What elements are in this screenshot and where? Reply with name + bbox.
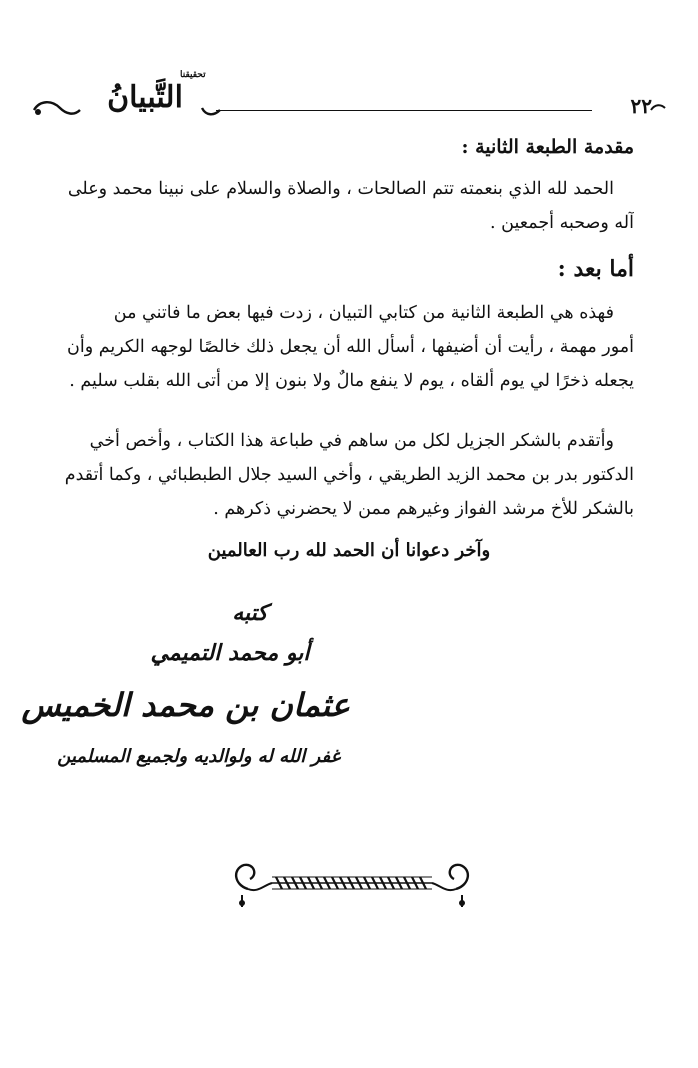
paragraph-line: الحمد لله الذي بنعمته تتم الصالحات ، والصلاة والسلام على نبينا محمد وعلى [67, 179, 614, 199]
section-heading: مقدمة الطبعة الثانية : [461, 136, 634, 158]
book-title-logo [30, 64, 226, 128]
amma-bad-heading: أما بعد : [557, 256, 634, 282]
paragraph-line: بالشكر للأخ مرشد الفواز وغيرهم ممن لا يحضرني ذكرهم . [213, 499, 634, 519]
page-number-swash-icon [650, 102, 666, 114]
title-small-text: تحقيقنا [180, 70, 206, 80]
paragraph-line: فهذه هي الطبعة الثانية من كتابي التبيان ، زدت فيها بعض ما فاتني من [113, 303, 614, 323]
header-rule [216, 110, 592, 111]
paragraph-line: آله وصحبه أجمعين . [490, 213, 634, 233]
signature-author-name: عثمان بن محمد الخميس [21, 686, 350, 724]
signature-kunya: أبو محمد التميمي [150, 640, 310, 666]
book-title: التَّبيانُ [107, 80, 183, 115]
ornament-divider-icon [228, 855, 476, 915]
paragraph-thanks [46, 424, 634, 526]
paragraph-line: الدكتور بدر بن محمد الزيد الطريقي ، وأخي السيد جلال الطبطبائي ، وكما أتقدم [64, 465, 634, 485]
paragraph-praise [46, 172, 634, 240]
closing-line: وآخر دعوانا أن الحمد لله رب العالمين [207, 540, 491, 561]
signature-katabahu: كتبه [232, 600, 268, 626]
paragraph-second-edition [46, 296, 634, 398]
paragraph-line: أمور مهمة ، رأيت أن أضيفها ، أسأل الله أن يجعل ذلك خالصًا لوجهه الكريم وأن [67, 337, 634, 357]
paragraph-line: يجعله ذخرًا لي يوم ألقاه ، يوم لا ينفع مالٌ ولا بنون إلا من أتى الله بقلب سليم . [69, 371, 634, 391]
signature-dua: غفر الله له ولوالديه ولجميع المسلمين [57, 746, 340, 767]
page-number: ٢٢ [630, 94, 652, 118]
signature-block [21, 600, 350, 790]
paragraph-line: وأتقدم بالشكر الجزيل لكل من ساهم في طباعة هذا الكتاب ، وأخص أخي [89, 431, 614, 451]
title-swash-icon [30, 86, 226, 126]
page-header [30, 64, 666, 128]
